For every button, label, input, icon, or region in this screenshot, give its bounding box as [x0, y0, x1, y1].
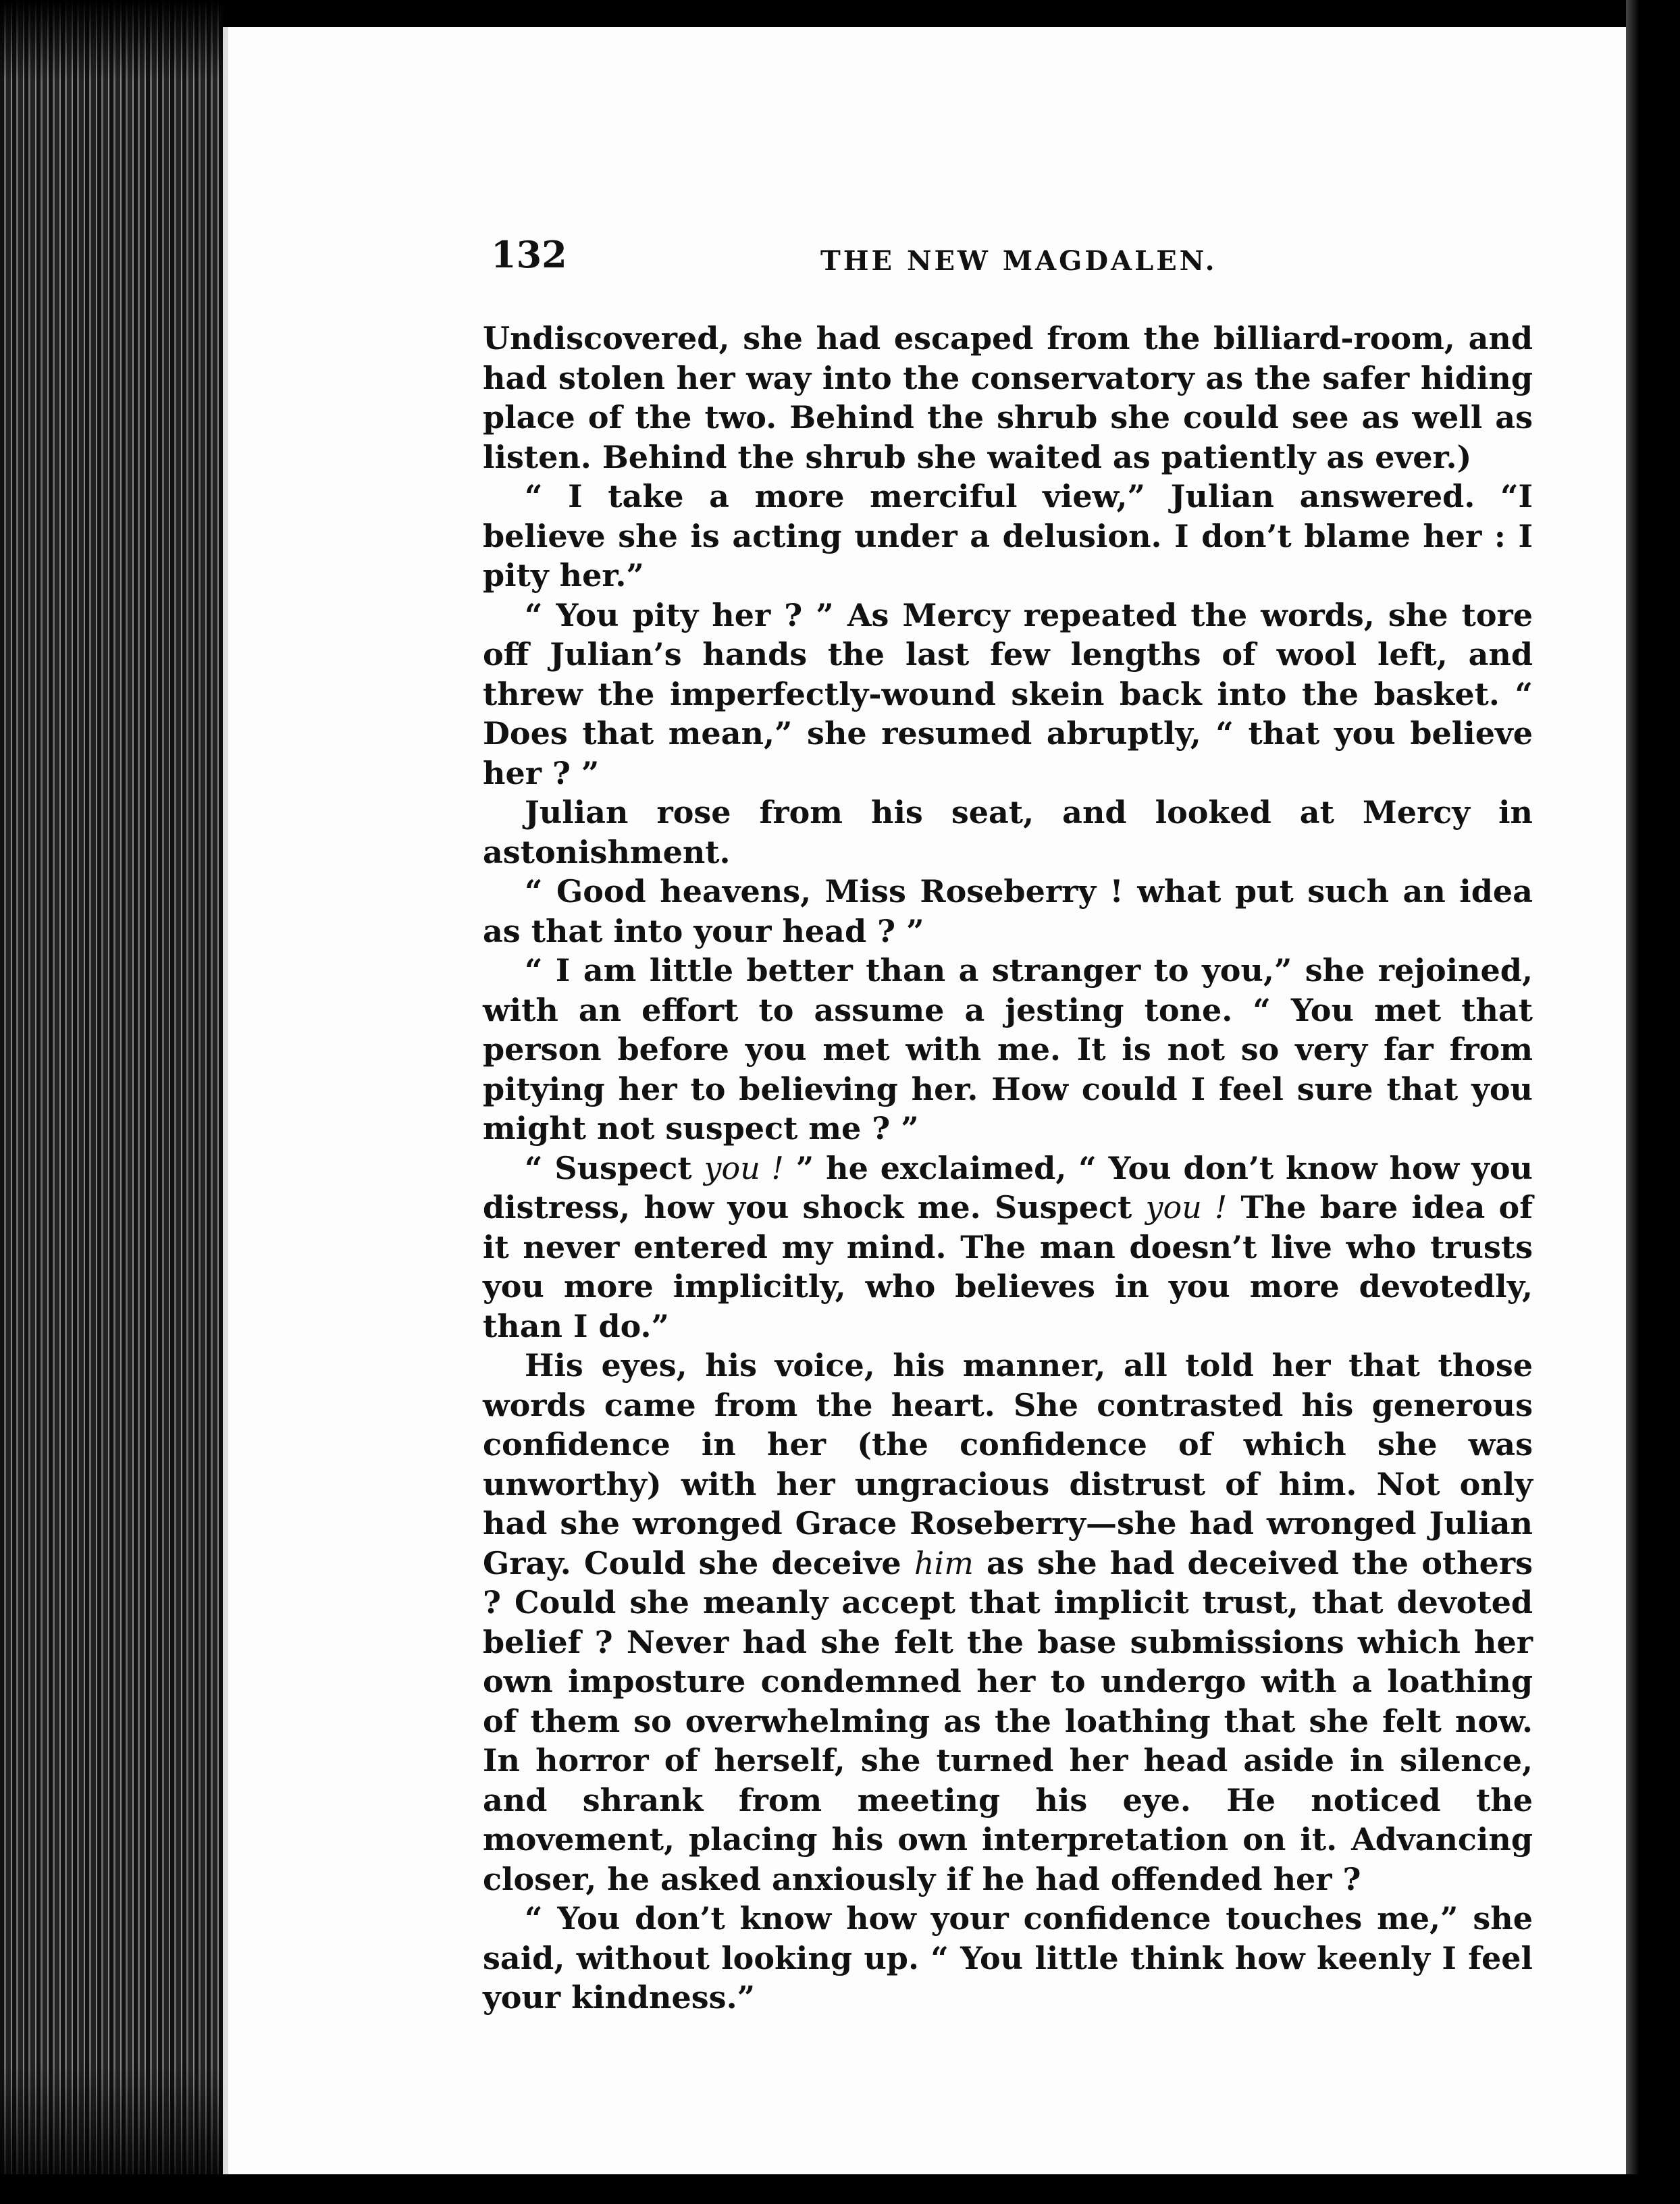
scan-top-border	[0, 0, 1680, 27]
paragraph-text: as she had deceived the others ? Could she meanly accept that implicit trust, that devoted belief ? Never had she felt the base submissions which her own imposture condemned her to undergo with a loathing of them so overwhelming as the loathing that she felt now. In horror of herself, she turned her head aside in silence, and shrank from meeting his eye. He noticed the movement, placing his own interpretation on it. Advancing closer, he asked anxiously if he had offended her ?	[483, 1544, 1533, 1897]
italic-emphasis: you !	[1145, 1189, 1228, 1226]
page-edge-stack	[0, 0, 223, 2204]
paragraph: “ I am little better than a stranger to you,” she rejoined, with an effort to assume a jesting tone. “ You met that person before you met with me. It is not so very far from pitying her to believing her. How could I feel sure that you might not suspect me ? ”	[483, 952, 1533, 1147]
page-number: 132	[491, 233, 567, 276]
scan-bottom-border	[0, 2174, 1680, 2204]
paragraph-text: His eyes, his voice, his manner, all told her that those words came from the heart. She contrasted his generous confidence in her (the confidence of which she was unworthy) with her ungracious distrust of him. Not only had she wronged Grace Roseberry—she had wronged Julian Gray. Could she deceive	[483, 1347, 1533, 1581]
paragraph: “ I take a more merciful view,” Julian answered. “I believe she is acting under a delusion. I don’t blame her : I pity her.”	[483, 478, 1533, 594]
paragraph-text: The bare idea of it never entered my mind. The man doesn’t live who trusts you more implicitly, who believes in you more devotedly, than I do.”	[483, 1189, 1533, 1344]
paragraph-text: ” he exclaimed, “ You don’t know how you distress, how you shock me. Suspect	[483, 1149, 1533, 1226]
paragraph: Julian rose from his seat, and looked at Mercy in astonishment.	[483, 794, 1533, 870]
paragraph: “ You don’t know how your confidence touches me,” she said, without looking up. “ You little think how keenly I feel your kindness.”	[483, 1900, 1533, 2016]
paragraph-text: “ Suspect	[525, 1149, 704, 1186]
paragraph: Undiscovered, she had escaped from the billiard-room, and had stolen her way into the conservatory as the safer hiding place of the two. Behind the shrub she could see as well as listen. Behind the shrub she waited as patiently as ever.)	[483, 320, 1533, 475]
scan-right-border	[1626, 0, 1680, 2204]
italic-emphasis: him	[914, 1544, 974, 1581]
running-title: THE NEW MAGDALEN.	[820, 245, 1217, 277]
paragraph: “ You pity her ? ” As Mercy repeated the words, she tore off Julian’s hands the last few lengths of wool left, and threw the imperfectly-wound skein back into the basket. “ Does that mean,” she resumed abruptly, “ that you believe her ? ”	[483, 596, 1533, 791]
running-head	[483, 235, 1533, 303]
paragraph	[483, 1346, 1533, 1899]
paragraph	[483, 1149, 1533, 1346]
page-text-block	[483, 235, 1533, 2018]
italic-emphasis: you !	[704, 1149, 784, 1186]
paragraph: “ Good heavens, Miss Roseberry ! what put such an idea as that into your head ? ”	[483, 873, 1533, 949]
